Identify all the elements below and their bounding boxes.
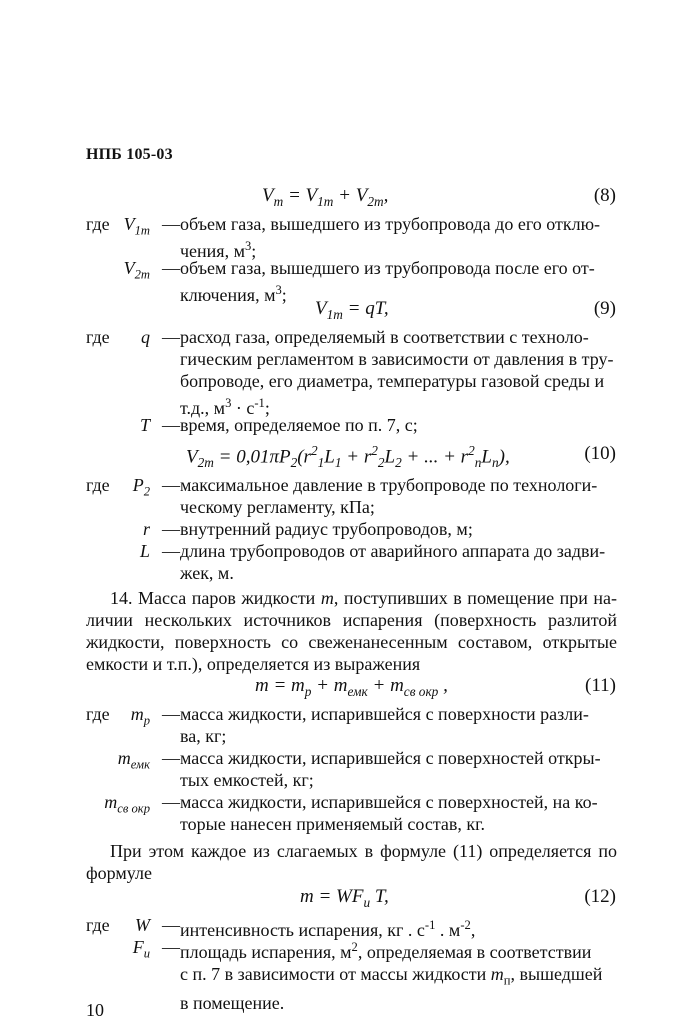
symbol-w: W <box>135 915 150 935</box>
equation-number-8: (8) <box>593 185 616 206</box>
symbol-fi: $F_и$ <box>132 937 150 961</box>
definition-text: внутренний радиус трубопроводов, м; <box>180 519 473 539</box>
dash: — <box>162 327 180 347</box>
formula-10: $V_{2т} = 0,01\pi P_2(r^2_1L_1 + r^2_2L_2$ + ... + $r^2_nL_n$), <box>186 443 510 471</box>
symbol-l: L <box>139 541 150 561</box>
definition-text: длина трубопроводов от аварийного аппарата до задви- жек, м. <box>180 541 606 583</box>
paragraph-14: 14. Масса паров жидкости m, поступивших в помещение при на-личии нескольких источников испарения (поверхность разлитой жидкости, поверхность со свеженанесенным составом, открытые емкости и т.п.), определяется из выражения <box>86 588 617 674</box>
equation-number-10: (10) <box>584 443 616 464</box>
equation-number-11: (11) <box>585 675 616 696</box>
page-number: 10 <box>86 1000 104 1020</box>
equation-number-12: (12) <box>584 886 616 907</box>
dash: — <box>162 915 180 935</box>
definition-text: время, определяемое по п. 7, с; <box>180 415 418 435</box>
where-label: где <box>86 704 110 724</box>
symbol-q: q <box>141 327 150 347</box>
definition-text: объем газа, вышедшего из трубопровода до его отклю- чения, $м^3$; <box>180 214 601 261</box>
symbol-msvokr: $m_{св окр}$ <box>104 792 150 816</box>
dash: — <box>162 937 180 957</box>
dash: — <box>162 258 180 278</box>
definition-text: масса жидкости, испарившейся с поверхностей откры- тых емкостей, кг; <box>180 748 601 790</box>
symbol-p2: $P_2$ <box>132 475 150 499</box>
symbol-v1t: $V_{1т}$ <box>123 214 150 238</box>
document-header: НПБ 105-03 <box>86 146 173 163</box>
dash: — <box>162 519 180 539</box>
definition-text: объем газа, вышедшего из трубопровода после его от- ключения, $м^3$; <box>180 258 595 305</box>
definition-text: максимальное давление в трубопроводе по технологи- ческому регламенту, кПа; <box>180 475 598 517</box>
dash: — <box>162 541 180 561</box>
definition-text: масса жидкости, испарившейся с поверхности разли- ва, кг; <box>180 704 589 746</box>
symbol-r: r <box>142 519 150 539</box>
formula-8: $V_т = V_{1т} + V_{2т}$, <box>262 185 389 209</box>
dash: — <box>162 792 180 812</box>
definition-text: интенсивность испарения, кг . $с^{-1}$ . $м^{-2}$, <box>180 918 476 940</box>
where-label: где <box>86 327 110 347</box>
definition-text: масса жидкости, испарившейся с поверхностей, на ко- торые нанесен применяемый состав, кг. <box>180 792 598 834</box>
equation-number-9: (9) <box>593 298 616 319</box>
symbol-mr: $m_р$ <box>130 704 150 728</box>
formula-12: $m = WF_и$ T, <box>300 886 389 910</box>
definition-text: площадь испарения, $м^2$, определяемая в соответствии с п. 7 в зависимости от массы жидкости $m_п$, вышедшей в помещение. <box>180 940 603 1013</box>
symbol-t: T <box>139 415 150 435</box>
paragraph-formula-note: При этом каждое из слагаемых в формуле (11) определяется по формуле <box>86 841 617 883</box>
where-label: где <box>86 475 110 495</box>
dash: — <box>162 415 180 435</box>
dash: — <box>162 214 180 234</box>
where-label: где <box>86 214 110 234</box>
dash: — <box>162 748 180 768</box>
symbol-memk: $m_{емк}$ <box>117 748 150 772</box>
dash: — <box>162 475 180 495</box>
symbol-v2t: $V_{2т}$ <box>123 258 150 282</box>
dash: — <box>162 704 180 724</box>
formula-11: $m = m_р + m_{емк} + m_{св окр}$ , <box>255 675 448 699</box>
definition-text: расход газа, определяемый в соответствии с техноло- гическим регламентом в зависимости от давления в тру- бопроводе, его диаметра, температуры газовой среды и т.д., $м^3 \cdot с^{-1}$; <box>180 327 614 418</box>
formula-9: $V_{1т}$ = qT, <box>315 298 389 322</box>
where-label: где <box>86 915 110 935</box>
